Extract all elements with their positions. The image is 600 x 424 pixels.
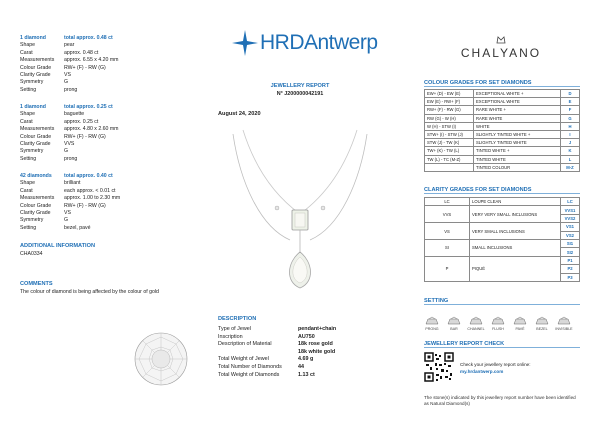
clarity-description: SMALL INCLUSIONS: [470, 239, 561, 256]
property-label: Setting: [20, 155, 37, 162]
grade-description: TINTED COLOUR: [474, 163, 561, 171]
property-label: Measurements: [20, 195, 55, 202]
description-value: 4.69 g: [298, 356, 314, 363]
clarity-code: P1: [561, 256, 580, 264]
description-title: DESCRIPTION: [218, 316, 257, 322]
property-row: [20, 148, 200, 155]
setting-ring-icon: [446, 316, 462, 326]
setting-label: PRONG: [425, 327, 439, 331]
property-row: [20, 156, 200, 163]
property-value: G: [64, 148, 69, 155]
necklace-photo: [215, 122, 385, 312]
property-row: [20, 42, 200, 49]
description-row: [218, 341, 336, 349]
property-value: brilliant: [64, 180, 81, 187]
clarity-description: VERY SMALL INCLUSIONS: [470, 223, 561, 240]
setting-ring-icon: [490, 316, 506, 326]
divider: [424, 304, 580, 305]
grade-description: SLIGHTLY TINTED WHITE: [474, 139, 561, 147]
property-label: Shape: [20, 111, 36, 118]
setting-label: BAR: [450, 327, 458, 331]
property-value: approx. 0.48 ct: [64, 49, 99, 56]
crest-icon: [496, 36, 506, 44]
grade-letter: M-Z: [561, 163, 580, 171]
report-date: August 24, 2020: [218, 111, 261, 117]
group-count: 42 diamonds: [20, 173, 52, 179]
property-value: prong: [64, 155, 78, 162]
setting-type: [464, 316, 488, 331]
colour-grade-row: [425, 106, 580, 114]
colour-grades-title: COLOUR GRADES FOR SET DIAMONDS: [424, 80, 532, 86]
stone-group: [20, 104, 200, 163]
grade-letter: D: [561, 90, 580, 98]
property-value: bezel, pavé: [64, 224, 91, 231]
property-label: Measurements: [20, 57, 55, 64]
report-title: JEWELLERY REPORT: [270, 83, 330, 89]
clarity-code: LC: [561, 198, 580, 206]
grade-range: W (H) - STW (I): [425, 122, 474, 130]
description-value: 18k rose gold: [298, 341, 333, 348]
colour-grade-row: [425, 98, 580, 106]
colour-grade-row: [425, 147, 580, 155]
property-row: [20, 134, 200, 141]
setting-ring-icon: [556, 316, 572, 326]
grade-letter: I: [561, 130, 580, 138]
description-label: [218, 349, 298, 357]
property-value: VS: [64, 72, 71, 79]
grade-letter: F: [561, 106, 580, 114]
grade-range: RW+ (F) - RW (G): [425, 106, 474, 114]
property-row: [20, 188, 200, 195]
grade-description: TINTED WHITE: [474, 155, 561, 163]
group-count: 1 diamond: [20, 104, 46, 110]
description-row: [218, 349, 336, 357]
setting-type: [508, 316, 532, 331]
diamond-illustration: [133, 331, 189, 387]
clarity-code: VVS1: [561, 206, 580, 214]
colour-grade-row: [425, 122, 580, 130]
property-value: approx. 1.00 to 2.30 mm: [64, 195, 121, 202]
qr-code[interactable]: [424, 352, 454, 382]
setting-ring-icon: [534, 316, 550, 326]
setting-ring-icon: [424, 316, 440, 326]
report-check-text: Check your jewellery report online:: [460, 362, 531, 367]
grade-description: RARE WHITE: [474, 114, 561, 122]
setting-label: FLUSH: [492, 327, 504, 331]
group-count: 1 diamond: [20, 35, 46, 41]
description-list: [218, 326, 336, 379]
property-row: [20, 50, 200, 57]
setting-type: [530, 316, 554, 331]
description-value: 44: [298, 363, 304, 370]
property-row: [20, 72, 200, 79]
property-label: Clarity Grade: [20, 141, 51, 148]
description-row: [218, 334, 336, 342]
property-row: [20, 87, 200, 94]
grade-range: STW+ (I) - STW (J): [425, 130, 474, 138]
property-label: Shape: [20, 180, 36, 187]
clarity-code: SI2: [561, 248, 580, 256]
clarity-grade-row: [425, 223, 580, 231]
group-total: total approx. 0.25 ct: [64, 104, 113, 110]
property-row: [20, 217, 200, 224]
property-label: Carat: [20, 118, 33, 125]
property-label: Carat: [20, 49, 33, 56]
description-label: Inscription: [218, 333, 243, 340]
footer-note: The stone(s) indicated by this jewellery report number have been identified as Natural Diamond(s): [424, 395, 576, 406]
clarity-group: SI: [425, 239, 470, 256]
colour-grade-row: [425, 114, 580, 122]
description-row: [218, 356, 336, 364]
clarity-code: VS1: [561, 223, 580, 231]
property-label: Symmetry: [20, 79, 44, 86]
grade-letter: J: [561, 139, 580, 147]
setting-type: [442, 316, 466, 331]
clarity-code: VS2: [561, 231, 580, 239]
property-row: [20, 126, 200, 133]
colour-grade-row: [425, 163, 580, 171]
setting-label: PAVÉ: [515, 327, 525, 331]
property-value: VS: [64, 210, 71, 217]
property-value: RW+ (F) - RW (G): [64, 202, 106, 209]
property-label: Measurements: [20, 126, 55, 133]
setting-title: SETTING: [424, 298, 449, 304]
colour-grades-table: [424, 89, 580, 172]
additional-info-text: CHA0334: [20, 251, 43, 257]
divider: [424, 193, 580, 194]
description-value: AU750: [298, 333, 315, 340]
grade-description: WHITE: [474, 122, 561, 130]
property-label: Colour Grade: [20, 133, 52, 140]
colour-grade-row: [425, 90, 580, 98]
property-value: approx. 4.80 x 2.60 mm: [64, 126, 119, 133]
property-label: Symmetry: [20, 148, 44, 155]
setting-label: CHANNEL: [467, 327, 485, 331]
property-row: [20, 203, 200, 210]
divider: [424, 347, 580, 348]
setting-label: INVISIBLE: [555, 327, 573, 331]
group-total: total approx. 0.48 ct: [64, 35, 113, 41]
clarity-grade-row: [425, 206, 580, 214]
description-row: [218, 364, 336, 372]
divider: [424, 86, 580, 87]
clarity-grade-row: [425, 198, 580, 206]
comments-title: COMMENTS: [20, 281, 53, 287]
description-row: [218, 372, 336, 380]
property-row: [20, 111, 200, 118]
grade-letter: L: [561, 155, 580, 163]
clarity-group: VS: [425, 223, 470, 240]
property-row: [20, 180, 200, 187]
property-value: G: [64, 79, 69, 86]
property-row: [20, 119, 200, 126]
grade-range: STW (J) - TW (K): [425, 139, 474, 147]
property-label: Setting: [20, 224, 37, 231]
property-row: [20, 57, 200, 64]
grade-range: EW+ (D) - EW (E): [425, 90, 474, 98]
property-value: RW+ (F) - RW (G): [64, 133, 106, 140]
colour-grade-row: [425, 139, 580, 147]
report-number: N° J200000042191: [276, 91, 324, 97]
property-row: [20, 210, 200, 217]
clarity-code: P3: [561, 273, 580, 281]
grade-letter: G: [561, 114, 580, 122]
grade-range: EW (E) - RW+ (F): [425, 98, 474, 106]
clarity-description: LOUPE CLEAN: [470, 198, 561, 206]
description-label: Total Weight of Diamonds: [218, 371, 280, 378]
property-value: prong: [64, 86, 78, 93]
stone-group: [20, 35, 200, 94]
property-row: [20, 79, 200, 86]
setting-ring-icon: [512, 316, 528, 326]
clarity-grades-title: CLARITY GRADES FOR SET DIAMONDS: [424, 187, 532, 193]
hrd-logo-text: HRDAntwerp: [260, 31, 378, 54]
grade-description: RARE WHITE +: [474, 106, 561, 114]
grade-letter: E: [561, 98, 580, 106]
description-row: [218, 326, 336, 334]
grade-range: TW (L) - TC (M-Z): [425, 155, 474, 163]
grade-range: TW+ (K) - TW (L): [425, 147, 474, 155]
property-value: approx. 6.55 x 4.20 mm: [64, 57, 119, 64]
description-label: Description of Material: [218, 341, 272, 348]
report-check-title: JEWELLERY REPORT CHECK: [424, 341, 505, 347]
grade-description: EXCEPTIONAL WHITE: [474, 98, 561, 106]
hrd-logo: [232, 30, 378, 56]
description-label: Total Weight of Jewel: [218, 356, 269, 363]
additional-info-title: ADDITIONAL INFORMATION: [20, 243, 95, 249]
grade-range: [425, 163, 474, 171]
comments-text: The colour of diamond is being affected by the colour of gold: [20, 289, 159, 295]
clarity-code: VVS2: [561, 214, 580, 222]
description-value: 18k white gold: [298, 348, 336, 355]
clarity-code: P2: [561, 265, 580, 273]
property-label: Clarity Grade: [20, 210, 51, 217]
grade-description: TINTED WHITE +: [474, 147, 561, 155]
description-value: 1.13 ct: [298, 371, 315, 378]
property-row: [20, 195, 200, 202]
clarity-description: PIQUÉ: [470, 256, 561, 281]
setting-type: [420, 316, 444, 331]
grade-range: RW (G) - W (H): [425, 114, 474, 122]
property-label: Shape: [20, 42, 36, 49]
grade-description: SLIGHTLY TINTED WHITE +: [474, 130, 561, 138]
stone-group: [20, 173, 200, 232]
clarity-group: P: [425, 256, 470, 281]
property-value: VVS: [64, 141, 75, 148]
description-value: pendant+chain: [298, 326, 337, 332]
clarity-code: SI1: [561, 239, 580, 247]
property-row: [20, 225, 200, 232]
property-label: Symmetry: [20, 217, 44, 224]
group-total: total approx. 0.40 ct: [64, 173, 113, 179]
clarity-group: LC: [425, 198, 470, 206]
property-value: pear: [64, 42, 75, 49]
report-check-link[interactable]: my.hrdantwerp.com: [460, 369, 504, 374]
setting-type: [486, 316, 510, 331]
colour-grade-row: [425, 130, 580, 138]
property-value: baguette: [64, 111, 85, 118]
grade-letter: H: [561, 122, 580, 130]
setting-label: BEZEL: [536, 327, 548, 331]
property-value: G: [64, 217, 69, 224]
clarity-grade-row: [425, 256, 580, 264]
property-label: Colour Grade: [20, 202, 52, 209]
chalyano-logo: [436, 36, 566, 62]
grade-letter: K: [561, 147, 580, 155]
description-label: Total Number of Diamonds: [218, 363, 282, 370]
property-label: Colour Grade: [20, 64, 52, 71]
property-label: Carat: [20, 187, 33, 194]
property-row: [20, 141, 200, 148]
colour-grade-row: [425, 155, 580, 163]
property-value: each approx. < 0.01 ct: [64, 187, 116, 194]
clarity-grade-row: [425, 239, 580, 247]
setting-type: [552, 316, 576, 331]
property-row: [20, 65, 200, 72]
clarity-description: VERY VERY SMALL INCLUSIONS: [470, 206, 561, 223]
grade-description: EXCEPTIONAL WHITE +: [474, 90, 561, 98]
property-value: approx. 0.25 ct: [64, 118, 99, 125]
clarity-group: VVS: [425, 206, 470, 223]
property-label: Clarity Grade: [20, 72, 51, 79]
setting-ring-icon: [468, 316, 484, 326]
star-icon: [232, 30, 258, 56]
property-value: RW+ (F) - RW (G): [64, 64, 106, 71]
description-label: Type of Jewel: [218, 326, 251, 332]
clarity-grades-table: [424, 197, 580, 282]
chalyano-logo-text: CHALYANO: [460, 46, 542, 60]
property-label: Setting: [20, 86, 37, 93]
